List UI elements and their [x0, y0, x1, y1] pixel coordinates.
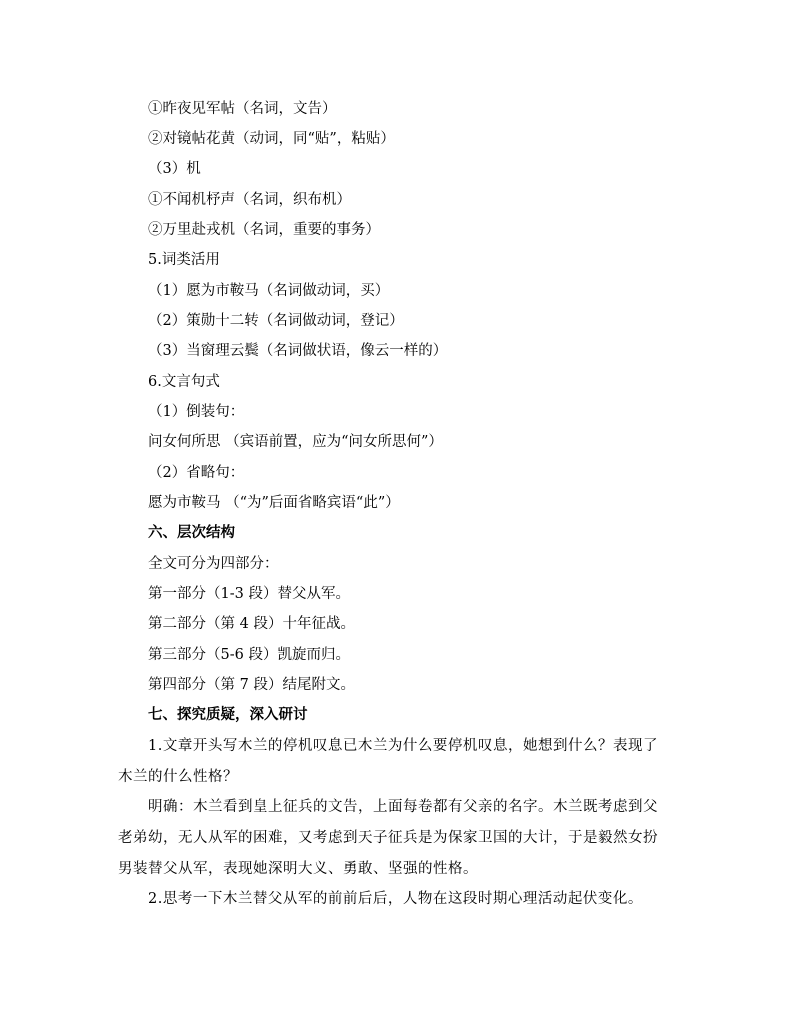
text-line: 愿为市鞍马 （“为”后面省略宾语“此”） — [148, 495, 400, 511]
answer-paragraph: 明确：木兰看到皇上征兵的文告，上面每卷都有父亲的名字。木兰既考虑到父老弟幼，无人从军的困难，又考虑到天子征兵是为保家卫国的大计，于是毅然女扮男装替父从军，表现她深明大义、勇敢、坚强的性格。 — [118, 799, 658, 877]
text-line: ②对镜帖花黄（动词，同“贴”，粘贴） — [148, 131, 395, 147]
text-line: （1）愿为市鞍马（名词做动词，买） — [148, 283, 390, 299]
text-line: （3）机 — [148, 161, 201, 177]
question-paragraph: 1.文章开头写木兰的停机叹息已木兰为什么要停机叹息，她想到什么？表现了木兰的什么性格？ — [118, 738, 658, 785]
text-line: ②万里赴戎机（名词，重要的事务） — [148, 222, 380, 238]
text-line: 第二部分（第 4 段）十年征战。 — [148, 616, 355, 632]
text-line: 第四部分（第 7 段）结尾附文。 — [148, 677, 355, 693]
section-heading: 6.文言句式 — [148, 374, 220, 390]
text-line: （2）策勋十二转（名词做动词，登记） — [148, 313, 404, 329]
text-line: （2）省略句： — [148, 465, 245, 481]
text-line: 第一部分（1-3 段）替父从军。 — [148, 586, 350, 602]
text-line: （1）倒装句： — [148, 404, 245, 420]
text-line: 第三部分（5-6 段）凯旋而归。 — [148, 647, 350, 663]
section-title: 七、探究质疑，深入研讨 — [148, 706, 308, 723]
section-heading: 5.词类活用 — [148, 252, 220, 268]
text-line: ①昨夜见军帖（名词，文告） — [148, 101, 337, 117]
text-line: ①不闻机杼声（名词，织布机） — [148, 192, 351, 208]
text-line: 问女何所思 （宾语前置，应为“问女所思何”） — [148, 434, 443, 450]
question-paragraph: 2.思考一下木兰替父从军的前前后后，人物在这段时期心理活动起伏变化。 — [148, 891, 643, 907]
text-line: 全文可分为四部分： — [148, 556, 279, 572]
section-title: 六、层次结构 — [148, 524, 235, 541]
text-line: （3）当窗理云鬓（名词做状语，像云一样的） — [148, 343, 448, 359]
